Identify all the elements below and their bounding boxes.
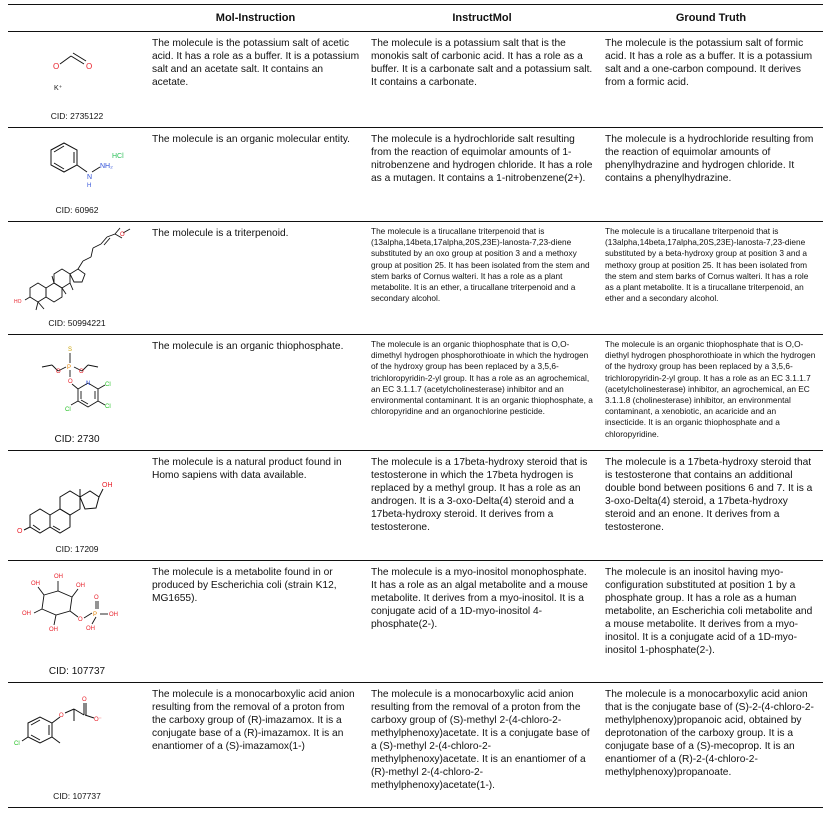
atom-label: O <box>82 697 87 703</box>
atom-label: P <box>67 365 72 371</box>
comparison-table <box>8 4 823 808</box>
atom-label: O <box>68 379 73 385</box>
molecule-cell <box>8 561 146 683</box>
atom-label: HCl <box>112 153 124 160</box>
atom-label: OH <box>76 583 85 589</box>
ground-truth-cell: The molecule is a monocarboxylic acid anion that is the conjugate base of (S)-2-(4-chloro-2-methylphenoxy)propanoic acid, obtained by deprotonation of the carboxy group. It is a conjugate base of a (S)-mecoprop. It is an enantiomer of a (R)-2-(4-chloro-2-methylphenoxy)propanoate. <box>605 689 814 778</box>
mol-instruction-cell: The molecule is an organic thiophosphate. <box>152 341 344 352</box>
atom-label: NH₂ <box>100 163 113 170</box>
potassium-formate-structure <box>8 34 146 109</box>
table-row <box>8 451 823 561</box>
table-row <box>8 222 823 335</box>
cid-label: CID: 107737 <box>53 791 101 801</box>
phenylhydrazine-hcl-structure <box>8 130 146 202</box>
steroid-structure <box>8 453 146 543</box>
ground-truth-cell: The molecule is a 17beta-hydroxy steroid that is testosterone that contains an additional double bond between positions 6 and 7. It is a 3-oxo-Delta(4) steroid, a 17beta-hydroxy steroid and an enone. It derives from a testosterone. <box>605 457 813 533</box>
ground-truth-cell: The molecule is an inositol having myo-configuration substituted at position 1 by a phosphate group. It has a role as a human metabolite, an Escherichia coli metabolite and a mouse metabolite. It derives from a myo-inositol. It is a conjugate acid of a 1D-myo-inositol 1-phosphate(2-). <box>605 567 813 656</box>
atom-label: Cl <box>14 741 20 747</box>
atom-label: O <box>79 369 84 375</box>
atom-label: OH <box>109 612 118 618</box>
cid-label: CID: 107737 <box>48 666 106 677</box>
atom-label: O⁻ <box>94 717 102 723</box>
mecoprop-anion-structure <box>8 685 146 785</box>
atom-label: O <box>86 62 93 71</box>
table-row <box>8 32 823 128</box>
table-row <box>8 335 823 451</box>
cid-label: CID: 50994221 <box>48 318 106 328</box>
atom-label: OH <box>49 627 58 633</box>
cid-label: CID: 60962 <box>55 205 99 215</box>
ground-truth-cell: The molecule is an organic thiophosphate that is O,O-diethyl hydrogen phosphorothioate in which the hydrogen of the hydroxy group has been replaced by a 3,5,6-trichloropyridin-2-yl group. It has a role as an EC 3.1.1.7 (acetylcholinesterase) inhibitor, an agrochemical, an EC 3.1.1.8 (cholinesterase) inhibitor, an environmental contaminant, a xenobiotic, an acaricide and an insecticide. It is an organic thiophosphate and a chloropyridine. <box>605 339 816 439</box>
atom-label: O <box>59 713 64 719</box>
atom-label: OH <box>31 581 40 587</box>
atom-label: OH <box>22 611 31 617</box>
instructmol-cell: The molecule is a 17beta-hydroxy steroid that is testosterone in which the 17beta hydrogen is replaced by a methyl group. It has a role as an androgen. It is a 3-oxo-Delta(4) steroid and a 17beta-hydroxy steroid. It derives from a testosterone. <box>371 457 588 533</box>
atom-label: O <box>53 62 60 71</box>
atom-label: OH <box>102 482 113 489</box>
tirucallane-triterpenoid-structure <box>8 224 146 320</box>
instructmol-cell: The molecule is a monocarboxylic acid anion resulting from the removal of a proton from the carboxy group of (S)-methyl 2-(4-chloro-2-methylphenoxy)acetate. It is a conjugate base of a (S)-methyl 2-(4-chloro-2-methylphenoxy)acetate. It is an enantiomer of a (R)-methyl 2-(4-chloro-2-methylphenoxy)acetate(1-). <box>371 689 590 791</box>
atom-label: HO <box>14 299 22 305</box>
molecule-cell <box>8 222 146 335</box>
mol-instruction-cell: The molecule is a triterpenoid. <box>152 228 289 239</box>
atom-label: N <box>86 381 91 387</box>
molecule-cell <box>8 128 146 222</box>
cid-label: CID: 2735122 <box>50 111 104 121</box>
molecule-cell <box>8 683 146 808</box>
ground-truth-cell: The molecule is the potassium salt of formic acid. It has a role as a buffer. It is a potassium salt and a one-carbon compound. It derives from a formic acid. <box>605 38 813 88</box>
header-molecule <box>8 5 146 32</box>
atom-label: P <box>93 612 98 618</box>
cid-label: CID: 2730 <box>54 434 100 445</box>
atom-label: Cl <box>65 407 71 413</box>
instructmol-cell: The molecule is an organic thiophosphate that is O,O-dimethyl hydrogen phosphorothioate in which the hydrogen of the hydroxy group has been replaced by a 3,5,6-trichloropyridin-2-yl group. It has a role as an agrochemical, an EC 3.1.1.7 (acetylcholinesterase) inhibitor and an environmental contaminant. It is an organic thiophosphate, a chloropyridine and an organochlorine pesticide. <box>371 339 593 417</box>
atom-label: Cl <box>105 404 111 410</box>
mol-instruction-cell: The molecule is a natural product found in Homo sapiens with data available. <box>152 457 342 481</box>
chlorpyrifos-structure <box>8 337 146 433</box>
atom-label: Cl <box>105 382 111 388</box>
cid-label: CID: 17209 <box>55 544 99 554</box>
atom-label: O <box>120 232 125 238</box>
ground-truth-cell: The molecule is a tirucallane triterpenoid that is (13alpha,14beta,17alpha,20S,23E)-lanosta-7,23-diene substituted by a beta-hydroxy group at position 3 and a methoxy group at position 25. It has been isolated from the stem and stem barks of Cornus walteri. It has a role as a plant metabolite. It is a tirucallane triterpenoid, an ether and a secondary alcohol. <box>605 226 809 304</box>
atom-label: O <box>17 528 23 535</box>
molecule-cell <box>8 335 146 451</box>
atom-label: K⁺ <box>54 85 63 92</box>
table-row <box>8 128 823 222</box>
mol-instruction-cell: The molecule is the potassium salt of acetic acid. It has a role as a buffer. It is a potassium salt and an acetate salt. It contains an acetate. <box>152 38 360 88</box>
header-instructmol: InstructMol <box>452 12 512 24</box>
instructmol-cell: The molecule is a hydrochloride salt resulting from the reaction of equimolar amounts of 1-nitrobenzene and hydrogen chloride. It has a role as a mutagen. It contains a 1-nitrobenzene(2+). <box>371 134 593 184</box>
atom-label: OH <box>54 574 63 580</box>
molecule-cell <box>8 451 146 561</box>
atom-label: OH <box>86 626 95 632</box>
atom-label: O <box>78 617 83 623</box>
header-mol-instruction: Mol-Instruction <box>215 12 296 24</box>
atom-label: H <box>87 183 92 189</box>
ground-truth-cell: The molecule is a hydrochloride resulting from the reaction of equimolar amounts of phenylhydrazine and hydrogen chloride. It contains a phenylhydrazine. <box>605 134 814 184</box>
atom-label: S <box>68 347 73 353</box>
atom-label: N <box>87 174 93 181</box>
instructmol-cell: The molecule is a tirucallane triterpenoid that is (13alpha,14beta,17alpha,20S,23E)-lanosta-7,23-diene substituted by an oxo group at position 3 and a methoxy group at position 25. It has been isolated from the stem and stem barks of Cornus walteri. It has a role as a plant metabolite. It is an ether, a tirucallane triterpenoid and a secondary alcohol. <box>371 226 590 304</box>
header-row <box>8 5 823 32</box>
molecule-cell <box>8 32 146 128</box>
header-ground-truth: Ground Truth <box>675 12 747 24</box>
atom-label: O <box>56 369 61 375</box>
inositol-phosphate-structure <box>8 563 146 663</box>
mol-instruction-cell: The molecule is an organic molecular entity. <box>152 134 350 145</box>
instructmol-cell: The molecule is a potassium salt that is the monokis salt of carbonic acid. It has a role as a buffer. It is a carbonate salt and a potassium salt. It contains a carbonate. <box>371 38 593 88</box>
mol-instruction-cell: The molecule is a monocarboxylic acid anion resulting from the removal of a proton from the carboxy group of (R)-imazamox. It is a conjugate base of a (R)-imazamox. It is an enantiomer of a (S)-imazamox(1-) <box>152 689 355 752</box>
instructmol-cell: The molecule is a myo-inositol monophosphate. It has a role as an algal metabolite and a mouse metabolite. It derives from a myo-inositol. It is a conjugate acid of a 1D-myo-inositol 4-phosphate(2-). <box>371 567 588 630</box>
table-row <box>8 561 823 683</box>
mol-instruction-cell: The molecule is a metabolite found in or produced by Escherichia coli (strain K12, MG1655). <box>152 567 337 604</box>
atom-label: O <box>94 595 99 601</box>
table-row <box>8 683 823 808</box>
